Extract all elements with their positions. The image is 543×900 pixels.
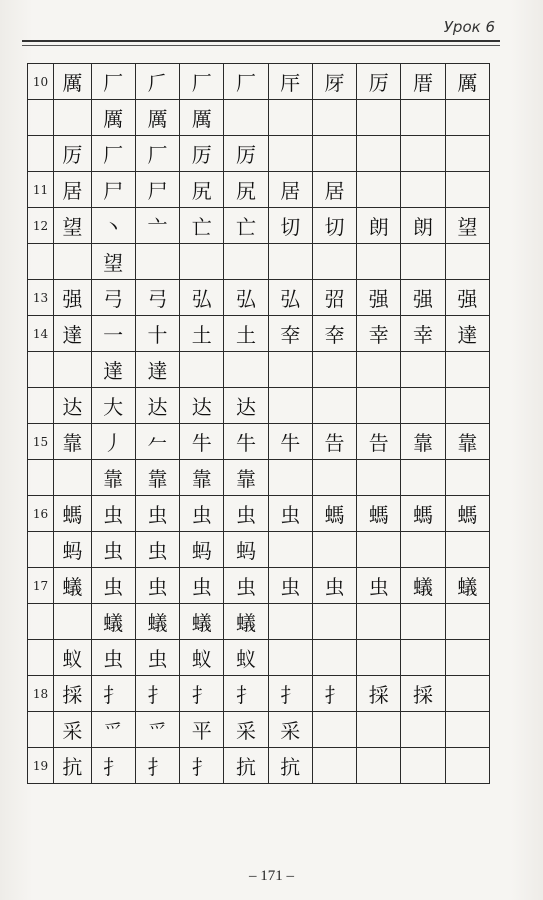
stroke-step-cell [401, 712, 445, 748]
stroke-step-cell: 牛 [224, 424, 268, 460]
stroke-step-cell: 虫 [224, 568, 268, 604]
stroke-step-cell [445, 136, 489, 172]
stroke-step-cell: 扌 [91, 748, 135, 784]
header-rule-thin [22, 45, 500, 46]
stroke-step-cell [224, 244, 268, 280]
stroke-step-cell: 厊 [312, 64, 356, 100]
table-row [28, 172, 490, 208]
stroke-step-cell: 弘 [224, 280, 268, 316]
row-number: 16 [28, 496, 54, 532]
table-row [28, 568, 490, 604]
stroke-step-cell [401, 388, 445, 424]
stroke-step-cell: 尻 [180, 172, 224, 208]
stroke-step-cell: 强 [357, 280, 401, 316]
main-character: 螞 [54, 496, 91, 532]
stroke-step-cell: 𠂆 [135, 64, 179, 100]
stroke-step-cell [268, 532, 312, 568]
stroke-step-cell: 虫 [357, 568, 401, 604]
stroke-step-cell: 靠 [180, 460, 224, 496]
stroke-step-cell: 達 [91, 352, 135, 388]
main-character: 达 [54, 388, 91, 424]
stroke-step-cell: 弓 [91, 280, 135, 316]
stroke-step-cell [312, 712, 356, 748]
stroke-step-cell: 一 [91, 316, 135, 352]
stroke-step-cell [268, 244, 312, 280]
row-number [28, 640, 54, 676]
stroke-step-cell [357, 388, 401, 424]
row-number: 12 [28, 208, 54, 244]
table-row [28, 244, 490, 280]
row-number: 18 [28, 676, 54, 712]
stroke-step-cell: 蚂 [224, 532, 268, 568]
stroke-step-cell: 達 [445, 316, 489, 352]
table-row [28, 388, 490, 424]
stroke-step-cell: 虫 [135, 496, 179, 532]
stroke-step-cell [445, 388, 489, 424]
stroke-step-cell: 虫 [224, 496, 268, 532]
stroke-step-cell: 望 [445, 208, 489, 244]
stroke-step-cell: 幸 [401, 316, 445, 352]
main-character: 抗 [54, 748, 91, 784]
stroke-step-cell [312, 532, 356, 568]
stroke-step-cell: 扌 [135, 748, 179, 784]
main-character: 蚁 [54, 640, 91, 676]
stroke-step-cell: 弘 [180, 280, 224, 316]
table-row [28, 676, 490, 712]
stroke-step-cell: 牛 [180, 424, 224, 460]
stroke-step-cell: 達 [135, 352, 179, 388]
stroke-step-cell: 土 [224, 316, 268, 352]
row-number [28, 352, 54, 388]
stroke-step-cell: 厉 [224, 136, 268, 172]
stroke-step-cell: 扌 [180, 748, 224, 784]
lesson-title: Урок 6 [443, 18, 495, 36]
stroke-step-cell: 螞 [312, 496, 356, 532]
stroke-step-cell: 扌 [224, 676, 268, 712]
stroke-step-cell [312, 460, 356, 496]
stroke-step-cell [268, 136, 312, 172]
row-number [28, 388, 54, 424]
stroke-step-cell: 土 [180, 316, 224, 352]
stroke-step-cell [401, 604, 445, 640]
row-number [28, 532, 54, 568]
stroke-step-cell [357, 100, 401, 136]
stroke-step-cell: 采 [224, 712, 268, 748]
stroke-step-cell: 虫 [180, 568, 224, 604]
stroke-step-cell: 螞 [401, 496, 445, 532]
stroke-step-cell [268, 604, 312, 640]
stroke-step-cell [445, 712, 489, 748]
stroke-step-cell [312, 604, 356, 640]
stroke-step-cell [268, 460, 312, 496]
stroke-step-cell: 採 [357, 676, 401, 712]
main-character [54, 460, 91, 496]
stroke-step-cell: 採 [401, 676, 445, 712]
stroke-step-cell: 尻 [224, 172, 268, 208]
stroke-step-cell: 厉 [357, 64, 401, 100]
stroke-step-cell: 大 [91, 388, 135, 424]
stroke-step-cell: 尸 [135, 172, 179, 208]
stroke-step-cell [180, 244, 224, 280]
stroke-step-cell [445, 532, 489, 568]
stroke-step-cell [357, 352, 401, 388]
stroke-step-cell: 扌 [135, 676, 179, 712]
stroke-step-cell: 弨 [312, 280, 356, 316]
row-number [28, 136, 54, 172]
stroke-step-cell [445, 676, 489, 712]
table-row [28, 712, 490, 748]
stroke-step-cell: 螞 [357, 496, 401, 532]
stroke-step-cell [401, 640, 445, 676]
stroke-step-cell [401, 136, 445, 172]
main-character: 達 [54, 316, 91, 352]
stroke-step-cell: 虫 [91, 640, 135, 676]
stroke-step-cell [401, 460, 445, 496]
main-character: 蟻 [54, 568, 91, 604]
table-row [28, 604, 490, 640]
stroke-step-cell: 靠 [401, 424, 445, 460]
row-number: 11 [28, 172, 54, 208]
stroke-step-cell: 朗 [401, 208, 445, 244]
stroke-step-cell: 蟻 [135, 604, 179, 640]
stroke-step-cell [357, 532, 401, 568]
main-character: 强 [54, 280, 91, 316]
row-number: 14 [28, 316, 54, 352]
row-number: 13 [28, 280, 54, 316]
stroke-step-cell: 弓 [135, 280, 179, 316]
header-rule [22, 40, 500, 42]
stroke-step-cell: 厈 [268, 64, 312, 100]
stroke-step-cell: 幸 [357, 316, 401, 352]
table-row [28, 352, 490, 388]
stroke-step-cell [268, 100, 312, 136]
stroke-step-cell: 亡 [180, 208, 224, 244]
row-number: 15 [28, 424, 54, 460]
stroke-step-cell: 强 [401, 280, 445, 316]
stroke-step-cell: 亡 [224, 208, 268, 244]
stroke-step-cell [268, 640, 312, 676]
stroke-step-cell: 厂 [91, 64, 135, 100]
stroke-step-cell: 牛 [268, 424, 312, 460]
stroke-step-cell [135, 244, 179, 280]
stroke-step-cell: 厂 [224, 64, 268, 100]
row-number [28, 460, 54, 496]
stroke-step-cell [312, 352, 356, 388]
stroke-step-cell [357, 604, 401, 640]
stroke-step-cell: 扌 [91, 676, 135, 712]
stroke-step-cell: 蚁 [180, 640, 224, 676]
stroke-step-cell: 厂 [91, 136, 135, 172]
stroke-step-cell: 朗 [357, 208, 401, 244]
stroke-step-cell: 厲 [135, 100, 179, 136]
table-row [28, 748, 490, 784]
stroke-step-cell: 蟻 [180, 604, 224, 640]
stroke-step-cell: 蟻 [91, 604, 135, 640]
stroke-step-cell: 蟻 [401, 568, 445, 604]
stroke-step-cell: 靠 [445, 424, 489, 460]
stroke-step-cell: 望 [91, 244, 135, 280]
stroke-step-cell [268, 352, 312, 388]
stroke-step-cell [401, 244, 445, 280]
main-character: 厲 [54, 64, 91, 100]
stroke-step-cell [357, 748, 401, 784]
page-number: – 171 – [249, 868, 294, 884]
stroke-step-cell [312, 748, 356, 784]
table-row [28, 136, 490, 172]
stroke-order-table [27, 63, 490, 784]
stroke-step-cell: 靠 [135, 460, 179, 496]
row-number [28, 100, 54, 136]
row-number: 10 [28, 64, 54, 100]
stroke-step-cell: 厲 [445, 64, 489, 100]
stroke-step-cell: 弘 [268, 280, 312, 316]
stroke-step-cell [357, 136, 401, 172]
stroke-step-cell [445, 640, 489, 676]
stroke-step-cell [312, 640, 356, 676]
stroke-step-cell: 蚁 [224, 640, 268, 676]
main-character: 靠 [54, 424, 91, 460]
stroke-step-cell: 采 [268, 712, 312, 748]
stroke-step-cell: 厲 [91, 100, 135, 136]
stroke-step-cell: 蟻 [445, 568, 489, 604]
stroke-step-cell: 㚔 [268, 316, 312, 352]
stroke-step-cell [401, 100, 445, 136]
stroke-step-cell [312, 136, 356, 172]
stroke-step-cell: 靠 [224, 460, 268, 496]
stroke-step-cell [312, 100, 356, 136]
stroke-step-cell: 爫 [135, 712, 179, 748]
stroke-step-cell: 虫 [312, 568, 356, 604]
stroke-step-cell [357, 244, 401, 280]
stroke-step-cell: 厂 [180, 64, 224, 100]
stroke-step-cell: 虫 [91, 532, 135, 568]
stroke-step-cell [445, 748, 489, 784]
stroke-step-cell [445, 100, 489, 136]
stroke-step-cell: 厂 [135, 136, 179, 172]
stroke-step-cell: 虫 [268, 496, 312, 532]
stroke-step-cell: 虫 [135, 532, 179, 568]
stroke-step-cell: 尸 [91, 172, 135, 208]
stroke-step-cell [224, 352, 268, 388]
stroke-step-cell: 靠 [91, 460, 135, 496]
stroke-step-cell [357, 640, 401, 676]
stroke-step-cell: 切 [312, 208, 356, 244]
stroke-step-cell: 厉 [180, 136, 224, 172]
main-character [54, 100, 91, 136]
row-number: 17 [28, 568, 54, 604]
stroke-step-cell [401, 532, 445, 568]
row-number [28, 712, 54, 748]
stroke-step-cell [312, 244, 356, 280]
stroke-step-cell: 扌 [268, 676, 312, 712]
stroke-step-cell: 丿 [91, 424, 135, 460]
main-character: 厉 [54, 136, 91, 172]
stroke-step-cell: 抗 [268, 748, 312, 784]
table-row [28, 424, 490, 460]
row-number [28, 604, 54, 640]
stroke-step-cell [357, 712, 401, 748]
stroke-step-cell: 虫 [135, 568, 179, 604]
stroke-step-cell [445, 244, 489, 280]
stroke-step-cell [445, 172, 489, 208]
stroke-step-cell: 虫 [268, 568, 312, 604]
table-row [28, 460, 490, 496]
stroke-step-cell: 螞 [445, 496, 489, 532]
main-character: 望 [54, 208, 91, 244]
stroke-step-cell [445, 352, 489, 388]
main-character: 採 [54, 676, 91, 712]
stroke-step-cell: 虫 [180, 496, 224, 532]
table-row [28, 532, 490, 568]
main-character: 蚂 [54, 532, 91, 568]
table-row [28, 316, 490, 352]
stroke-step-cell [445, 460, 489, 496]
stroke-step-cell [445, 604, 489, 640]
stroke-step-cell: 厝 [401, 64, 445, 100]
table-row [28, 208, 490, 244]
stroke-step-cell: 达 [180, 388, 224, 424]
stroke-step-cell: 丶 [91, 208, 135, 244]
stroke-step-cell: 虫 [91, 496, 135, 532]
stroke-step-cell: 亠 [135, 208, 179, 244]
row-number [28, 244, 54, 280]
stroke-step-cell: 虫 [91, 568, 135, 604]
stroke-step-cell: 达 [135, 388, 179, 424]
stroke-step-cell [224, 100, 268, 136]
stroke-step-cell: 达 [224, 388, 268, 424]
row-number: 19 [28, 748, 54, 784]
stroke-step-cell [268, 388, 312, 424]
stroke-step-cell [312, 388, 356, 424]
stroke-step-cell: 切 [268, 208, 312, 244]
stroke-step-cell: 蟻 [224, 604, 268, 640]
main-character: 采 [54, 712, 91, 748]
table-row [28, 64, 490, 100]
stroke-step-cell: 蚂 [180, 532, 224, 568]
stroke-step-cell [401, 172, 445, 208]
stroke-step-cell: 㚔 [312, 316, 356, 352]
main-character: 居 [54, 172, 91, 208]
stroke-step-cell: 𠂉 [135, 424, 179, 460]
stroke-step-cell: 十 [135, 316, 179, 352]
main-character [54, 352, 91, 388]
stroke-step-cell [357, 172, 401, 208]
stroke-step-cell: 爫 [91, 712, 135, 748]
table-row [28, 280, 490, 316]
stroke-step-cell: 居 [268, 172, 312, 208]
stroke-step-cell [357, 460, 401, 496]
stroke-step-cell [401, 748, 445, 784]
main-character [54, 604, 91, 640]
stroke-step-cell: 强 [445, 280, 489, 316]
main-character [54, 244, 91, 280]
table-row [28, 496, 490, 532]
table-row [28, 640, 490, 676]
table-row [28, 100, 490, 136]
stroke-step-cell: 居 [312, 172, 356, 208]
stroke-step-cell [180, 352, 224, 388]
stroke-step-cell: 厲 [180, 100, 224, 136]
stroke-step-cell: 告 [312, 424, 356, 460]
stroke-step-cell: 虫 [135, 640, 179, 676]
stroke-step-cell [401, 352, 445, 388]
stroke-step-cell: 告 [357, 424, 401, 460]
stroke-step-cell: 扌 [312, 676, 356, 712]
stroke-step-cell: 扌 [180, 676, 224, 712]
stroke-step-cell: 平 [180, 712, 224, 748]
stroke-step-cell: 抗 [224, 748, 268, 784]
